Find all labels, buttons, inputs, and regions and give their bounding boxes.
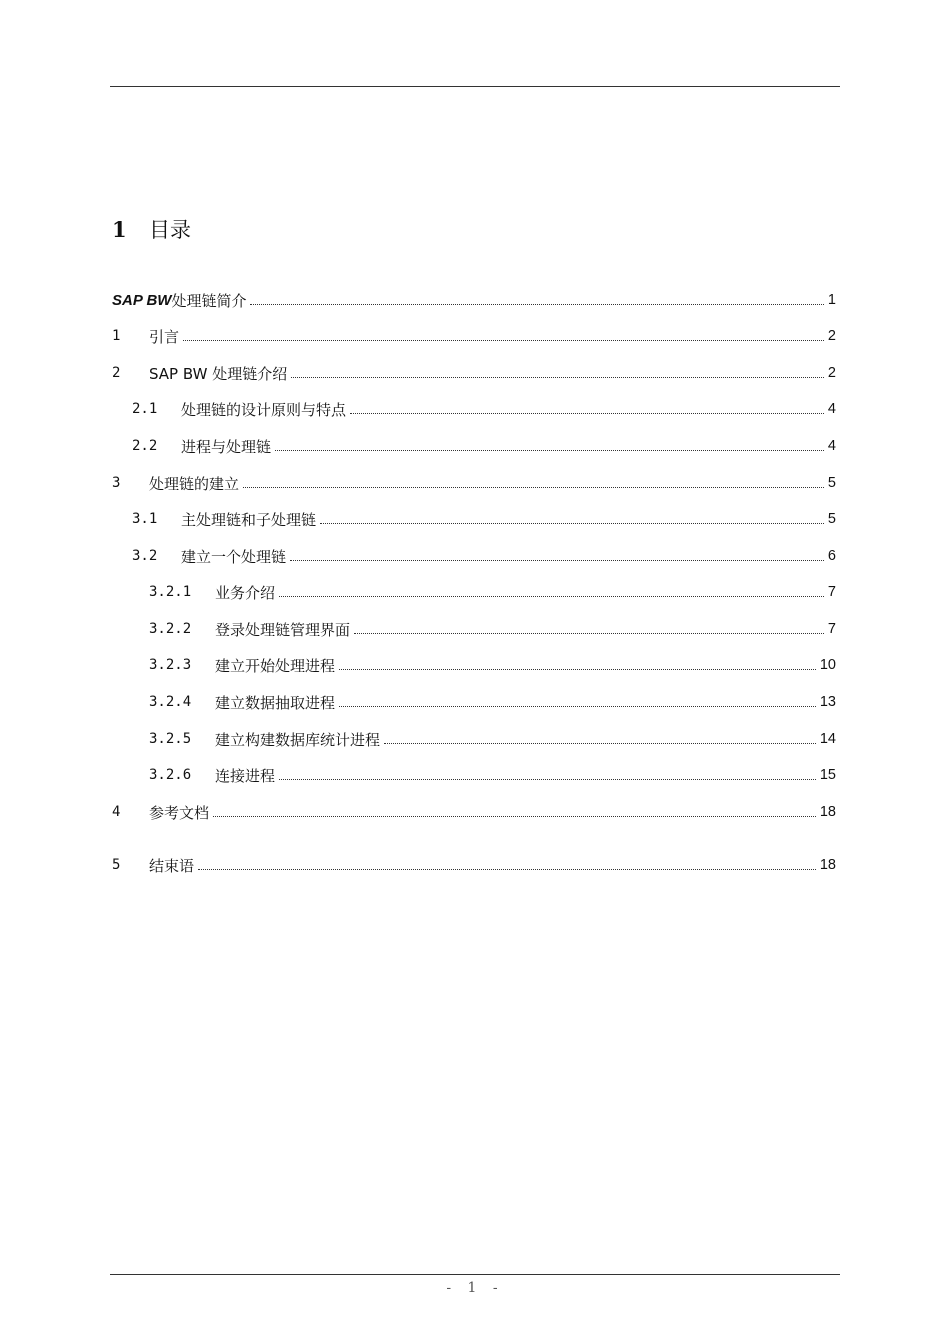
toc-entry-title: 进程与处理链 bbox=[181, 437, 272, 456]
toc-entry-page: 2 bbox=[827, 365, 836, 381]
toc-entry-number: 3.2.1 bbox=[149, 584, 192, 600]
toc-entry-number: 3.2.4 bbox=[149, 694, 192, 710]
toc-entry-number: 3.2 bbox=[132, 548, 158, 564]
footer-rule bbox=[110, 1274, 840, 1275]
toc-entry-page: 18 bbox=[819, 857, 836, 873]
toc-leader-dots bbox=[183, 340, 824, 341]
toc-entry-title: 建立数据抽取进程 bbox=[215, 693, 336, 712]
toc-entry-2[interactable] bbox=[112, 362, 836, 384]
toc-entry-title: 业务介绍 bbox=[215, 583, 276, 602]
toc-entry-page: 13 bbox=[819, 694, 836, 710]
page-number: - 1 - bbox=[446, 1280, 504, 1296]
toc-entry-3[interactable] bbox=[112, 472, 836, 494]
toc-entry-number: 3.2.5 bbox=[149, 731, 192, 747]
toc-entry-number: 3 bbox=[112, 475, 121, 491]
toc-entry-page: 2 bbox=[827, 328, 836, 344]
heading-number: 1 bbox=[112, 216, 127, 242]
toc-entry-number: 5 bbox=[112, 857, 121, 873]
toc-leader-dots bbox=[350, 413, 824, 414]
toc-leader-dots bbox=[290, 560, 824, 561]
toc-entry-1[interactable] bbox=[112, 325, 836, 347]
toc-entry-page: 1 bbox=[827, 292, 836, 308]
toc-entry-3-2-5[interactable] bbox=[149, 728, 836, 750]
toc-entry-2-1[interactable] bbox=[132, 398, 836, 420]
toc-entry-page: 5 bbox=[827, 511, 836, 527]
toc-entry-title: 处理链的设计原则与特点 bbox=[181, 400, 347, 419]
toc-entry-number: 3.2.2 bbox=[149, 621, 192, 637]
toc-leader-dots bbox=[279, 779, 816, 780]
toc-entry-title: 处理链简介 bbox=[171, 291, 247, 310]
toc-entry-title: 参考文档 bbox=[149, 803, 210, 822]
toc-entry-page: 4 bbox=[827, 438, 836, 454]
toc-entry-number: 4 bbox=[112, 804, 121, 820]
toc-entry-4[interactable] bbox=[112, 801, 836, 823]
toc-entry-title: 建立一个处理链 bbox=[181, 547, 287, 566]
toc-entry-title: SAP BW 处理链介绍 bbox=[149, 364, 288, 383]
toc-leader-dots bbox=[243, 487, 824, 488]
toc-leader-dots bbox=[198, 869, 816, 870]
toc-leader-dots bbox=[291, 377, 824, 378]
toc-entry-title: 建立构建数据库统计进程 bbox=[215, 730, 381, 749]
toc-entry-title-prefix: SAP BW bbox=[112, 291, 172, 309]
toc-entry-page: 4 bbox=[827, 401, 836, 417]
toc-entry-number: 3.2.3 bbox=[149, 657, 192, 673]
toc-entry-page: 14 bbox=[819, 731, 836, 747]
heading-title: 目录 bbox=[149, 218, 191, 242]
toc-entry-3-2-1[interactable] bbox=[149, 581, 836, 603]
toc-entry-page: 5 bbox=[827, 475, 836, 491]
toc-entry-page: 15 bbox=[819, 767, 836, 783]
toc-entry-page: 6 bbox=[827, 548, 836, 564]
toc-leader-dots bbox=[339, 669, 816, 670]
toc-entry-2-2[interactable] bbox=[132, 435, 836, 457]
toc-entry-number: 3.1 bbox=[132, 511, 158, 527]
toc-leader-dots bbox=[384, 743, 816, 744]
toc-entry-5[interactable] bbox=[112, 854, 836, 876]
toc-entry-title: 引言 bbox=[149, 327, 180, 346]
toc-entry-title: 结束语 bbox=[149, 856, 195, 875]
toc-entry-title: 建立开始处理进程 bbox=[215, 656, 336, 675]
toc-entry-number: 3.2.6 bbox=[149, 767, 192, 783]
toc-entry-title: 登录处理链管理界面 bbox=[215, 620, 351, 639]
toc-entry-page: 18 bbox=[819, 804, 836, 820]
toc-entry-title: 处理链的建立 bbox=[149, 474, 240, 493]
toc-leader-dots bbox=[213, 816, 816, 817]
toc-entry-page: 10 bbox=[819, 657, 836, 673]
toc-entry-3-1[interactable] bbox=[132, 508, 836, 530]
toc-entry-number: 2.2 bbox=[132, 438, 158, 454]
toc-entry-3-2-3[interactable] bbox=[149, 654, 836, 676]
toc-leader-dots bbox=[320, 523, 824, 524]
toc-entry-sap-bw-intro[interactable] bbox=[112, 289, 836, 311]
toc-entry-3-2-2[interactable] bbox=[149, 618, 836, 640]
toc-entry-page: 7 bbox=[827, 584, 836, 600]
toc-entry-number: 1 bbox=[112, 328, 121, 344]
toc-leader-dots bbox=[354, 633, 824, 634]
toc-leader-dots bbox=[250, 304, 823, 305]
toc-leader-dots bbox=[275, 450, 824, 451]
toc-entry-3-2[interactable] bbox=[132, 545, 836, 567]
toc-entry-page: 7 bbox=[827, 621, 836, 637]
toc-entry-3-2-4[interactable] bbox=[149, 691, 836, 713]
toc-entry-3-2-6[interactable] bbox=[149, 764, 836, 786]
toc-entry-title: 主处理链和子处理链 bbox=[181, 510, 317, 529]
toc-leader-dots bbox=[339, 706, 816, 707]
toc-entry-number: 2 bbox=[112, 365, 121, 381]
toc-leader-dots bbox=[279, 596, 824, 597]
toc-entry-title: 连接进程 bbox=[215, 766, 276, 785]
toc-entry-number: 2.1 bbox=[132, 401, 158, 417]
